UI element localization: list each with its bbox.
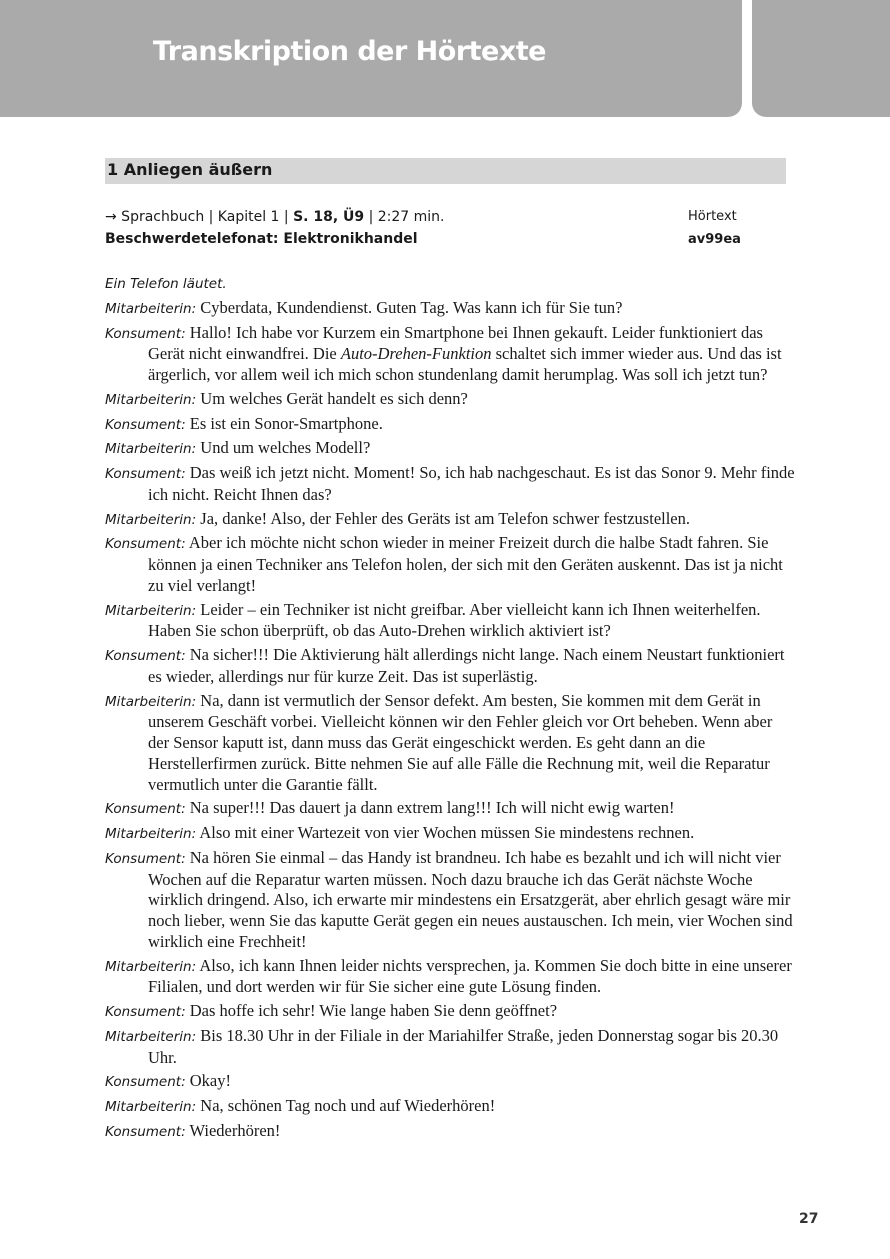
- speaker-label: Mitarbeiterin:: [105, 826, 197, 843]
- dialogue-line: [105, 463, 795, 505]
- transcript-title: Beschwerdetelefonat: Elektronikhandel: [105, 231, 418, 247]
- speaker-label: Mitarbeiterin:: [105, 511, 197, 528]
- hoertext-code: av99ea: [688, 232, 741, 247]
- dialogue-text: Leider – ein Techniker ist nicht greifbar. Aber vielleicht kann ich Ihnen weiterhelfen. Haben Sie schon überprüft, ob das Auto-Drehen wirklich aktiviert ist?: [148, 599, 761, 641]
- dialogue-text: Das weiß ich jetzt nicht. Moment! So, ich hab nachgeschaut. Es ist das Sonor 9. Mehr finde ich nicht. Reicht Ihnen das?: [148, 463, 795, 504]
- dialogue-line: [105, 1121, 795, 1143]
- source-exercise: S. 18, Ü9: [293, 209, 365, 225]
- dialogue-line: [105, 848, 795, 953]
- dialogue-line: [105, 1026, 795, 1068]
- speaker-label: Mitarbeiterin:: [105, 300, 197, 317]
- section-title: 1 Anliegen äußern: [107, 160, 273, 179]
- dialogue-line: [105, 414, 795, 436]
- dialogue-line: [105, 389, 795, 411]
- dialogue-line: [105, 1096, 795, 1118]
- dialogue-text: Na hören Sie einmal – das Handy ist brandneu. Ich habe es bezahlt und ich will nicht vier Wochen auf die Reparatur warten müssen. Noch dazu brauche ich das Gerät nächste Woche wirklich dringend. Also, ich erwarte mir mindestens ein Ersatzgerät, aber ehrlich gesagt wäre mir noch lieber, wenn Sie das kaputte Gerät gegen ein neues austauschen. Ich mein, vier Wochen sind wirklich eine Frechheit!: [148, 847, 793, 951]
- speaker-label: Konsument:: [105, 536, 186, 553]
- dialogue-text: Ja, danke! Also, der Fehler des Geräts ist am Telefon schwer festzustellen.: [200, 508, 691, 528]
- dialogue-text: Wiederhören!: [189, 1120, 281, 1140]
- dialogue-text: Okay!: [189, 1071, 231, 1091]
- speaker-label: Konsument:: [105, 801, 186, 818]
- dialogue-line: [105, 691, 795, 796]
- speaker-label: Konsument:: [105, 1123, 186, 1140]
- source-reference: [105, 208, 445, 226]
- dialogue-text: Na, schönen Tag noch und auf Wiederhören!: [200, 1096, 496, 1116]
- dialogue-text: Es ist ein Sonor-Smartphone.: [189, 413, 383, 433]
- dialogue-line: [105, 956, 795, 998]
- dialogue-text-after: schaltet sich immer wieder aus. Und das ist ärgerlich, vor allem weil ich mich schon stundenlang damit herumplag. Was soll ich jetzt tun?: [148, 344, 782, 384]
- stage-direction: [105, 273, 795, 295]
- dialogue-text: Na, dann ist vermutlich der Sensor defekt. Am besten, Sie kommen mit dem Gerät in unserem Geschäft vorbei. Vielleicht können wir den Fehler gleich vor Ort beheben. Wenn aber der Sensor kaputt ist, dann muss das Gerät eingeschickt werden. Es geht dann an die Herstellerfirmen zurück. Bitte nehmen Sie auf alle Fälle die Rechnung mit, weil die Reparatur vermutlich unter die Garantie fällt.: [148, 690, 773, 794]
- dialogue-text: Um welches Gerät handelt es sich denn?: [200, 388, 468, 408]
- header-band: [0, 0, 742, 117]
- speaker-label: Konsument:: [105, 1074, 186, 1091]
- source-prefix: Sprachbuch | Kapitel 1 |: [116, 209, 294, 225]
- dialogue-emphasis: Auto-Drehen-Funktion: [340, 344, 492, 364]
- dialogue-line: [105, 600, 795, 642]
- dialogue-text: Das hoffe ich sehr! Wie lange haben Sie denn geöffnet?: [189, 1001, 558, 1020]
- speaker-label: Konsument:: [105, 416, 186, 433]
- transcript: [105, 273, 795, 1146]
- header-tab: [752, 0, 890, 117]
- speaker-label: Konsument:: [105, 466, 186, 483]
- dialogue-line: [105, 509, 795, 531]
- dialogue-text: Na super!!! Das dauert ja dann extrem lang!!! Ich will nicht ewig warten!: [189, 798, 675, 818]
- speaker-label: Mitarbeiterin:: [105, 1099, 197, 1116]
- speaker-label: Mitarbeiterin:: [105, 602, 197, 619]
- dialogue-text: Cyberdata, Kundendienst. Guten Tag. Was kann ich für Sie tun?: [200, 297, 623, 317]
- dialogue-line: [105, 798, 795, 820]
- dialogue-line: [105, 645, 795, 687]
- dialogue-text: Hallo! Ich habe vor Kurzem ein Smartphone bei Ihnen gekauft. Leider funktioniert das Gerät nicht einwandfrei. Die: [148, 322, 763, 364]
- dialogue-text: Also, ich kann Ihnen leider nichts versprechen, ja. Kommen Sie doch bitte in eine unserer Filialen, und dort werden wir für Sie sicher eine gute Lösung finden.: [148, 955, 792, 997]
- dialogue-line: [105, 823, 795, 845]
- dialogue-line: [105, 1071, 795, 1093]
- speaker-label: Mitarbeiterin:: [105, 1028, 197, 1045]
- source-duration: | 2:27 min.: [364, 209, 445, 225]
- dialogue-line: [105, 298, 795, 320]
- page-title: Transkription der Hörtexte: [152, 36, 546, 67]
- dialogue-text: Aber ich möchte nicht schon wieder in meiner Freizeit durch die halbe Stadt fahren. Sie können ja einen Techniker ans Telefon holen, der sich mit den Geräten auskennt. Das ist ja nicht zu viel verlangt!: [148, 533, 783, 595]
- dialogue-line: [105, 533, 795, 596]
- dialogue-line: [105, 1001, 795, 1023]
- dialogue-text: Bis 18.30 Uhr in der Filiale in der Mariahilfer Straße, jeden Donnerstag sogar bis 20.30 Uhr.: [148, 1025, 779, 1067]
- speaker-label: Konsument:: [105, 850, 186, 867]
- speaker-label: Mitarbeiterin:: [105, 958, 197, 975]
- speaker-label: Mitarbeiterin:: [105, 693, 197, 710]
- dialogue-line: [105, 438, 795, 460]
- speaker-label: Konsument:: [105, 1004, 186, 1020]
- dialogue-text: Na sicher!!! Die Aktivierung hält allerdings nicht lange. Nach einem Neustart funktioniert es wieder, allerdings nur für kurze Zeit. Das ist superlästig.: [148, 645, 785, 686]
- stage-direction-text: Ein Telefon läutet.: [105, 276, 227, 292]
- dialogue-text: Also mit einer Wartezeit von vier Wochen müssen Sie mindestens rechnen.: [199, 823, 695, 843]
- speaker-label: Mitarbeiterin:: [105, 391, 197, 408]
- arrow-right-icon: →: [105, 209, 117, 225]
- section-heading-bar: [105, 158, 786, 184]
- speaker-label: Konsument:: [105, 648, 186, 665]
- page-number: 27: [799, 1211, 819, 1227]
- speaker-label: Konsument:: [105, 325, 186, 342]
- dialogue-line: [105, 323, 795, 386]
- dialogue-text: Und um welches Modell?: [200, 438, 371, 458]
- speaker-label: Mitarbeiterin:: [105, 441, 197, 458]
- hoertext-label: Hörtext: [688, 209, 737, 224]
